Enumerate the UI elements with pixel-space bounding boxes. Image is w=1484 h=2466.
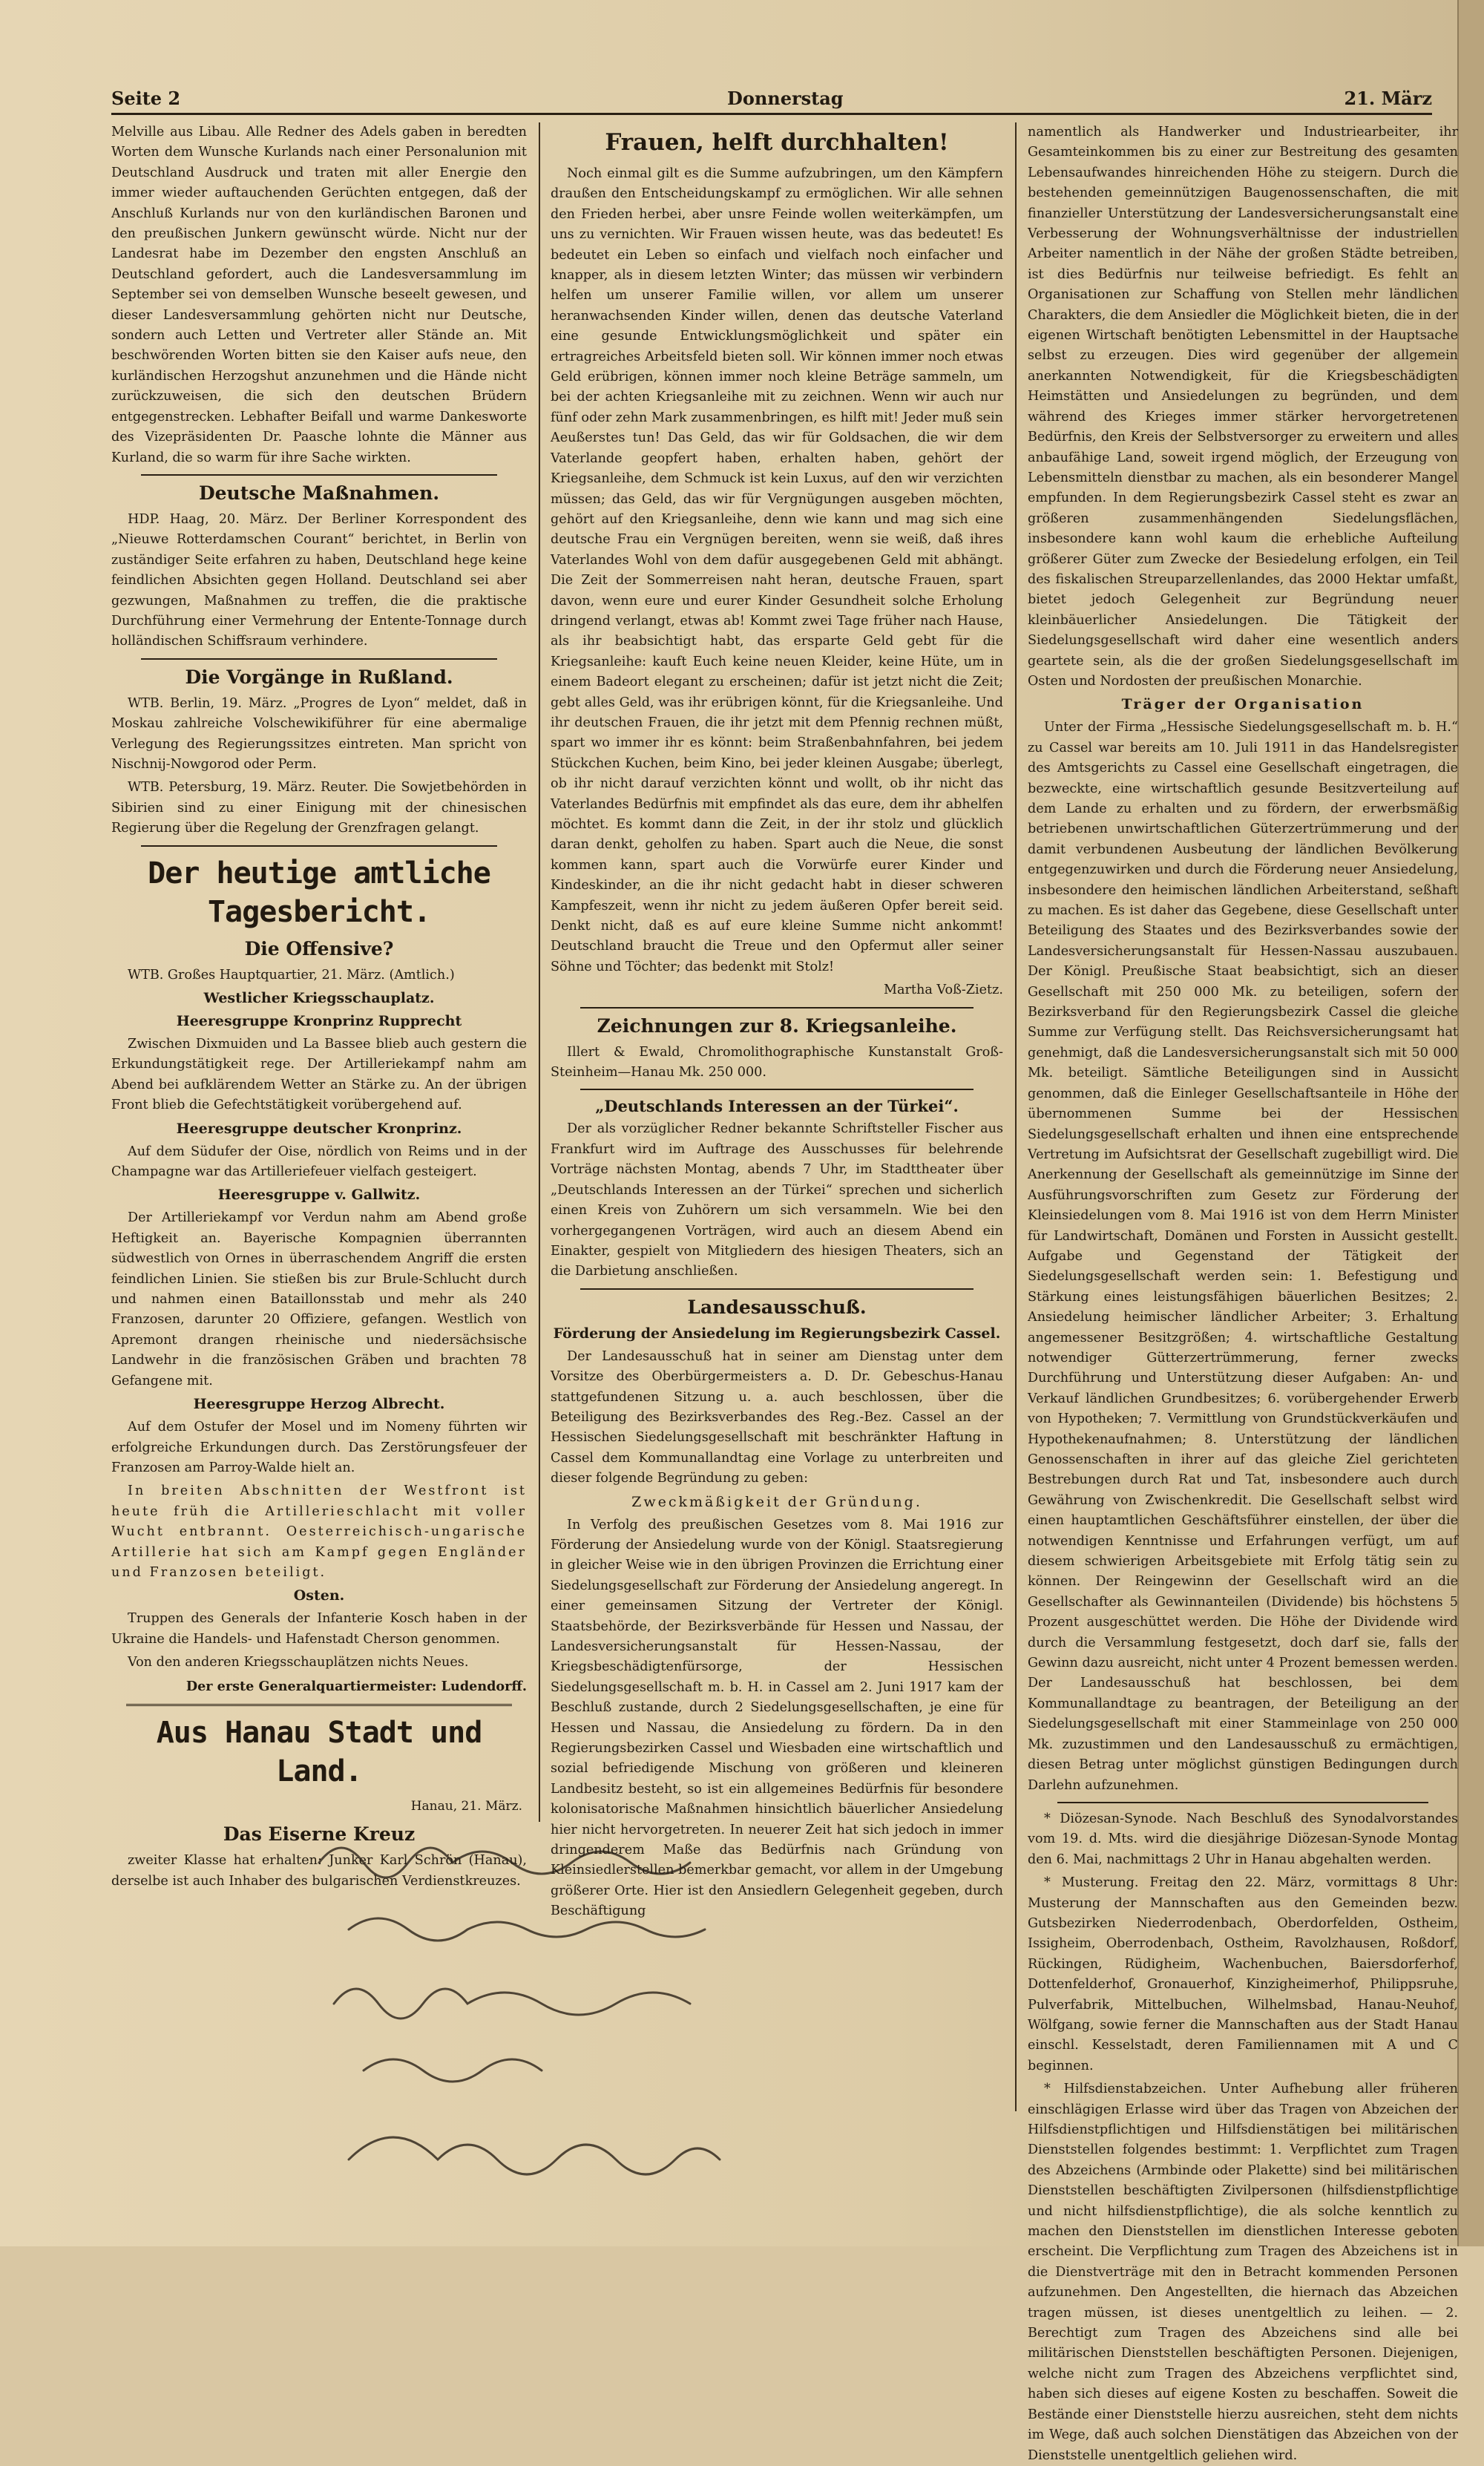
kurland-article: Melville aus Libau. Alle Redner des Adels gaben in beredten Worten dem Wunsche Kurlands nach einer Personalunion mit Deutschland Ausdruck und traten mit aller Energie den immer wieder auftauchenden Gerüchten entgegen, daß der Anschluß Kurlands nur von den kurländischen Baronen und den preußischen Junkern gewünscht würde. Nicht nur der Landesrat habe im Dezember den engsten Anschluß an Deutschland gefordert, auch die Landesversammlung im September sei von demselben Wunsche beseelt gewesen, und dieser Landesversammlung gehörten nicht nur Deutsche, sondern auch Letten und Vertreter aller Stände an. Mit beschwörenden Worten bitten sie den Kaiser aufs neue, den kurländischen Herzogshut anzunehmen und die Hände nicht zurückzuweisen, die sich den deutschen Brüdern entgegenstrecken. Lebhafter Beifall und warme Dankesworte des Vizepräsidenten Dr. Paasche lohnte die Männer aus Kurland, die so warm für ihre Sache wirkten. [111,125,527,465]
divider [580,1089,974,1090]
kronprinz-text: Auf dem Südufer der Oise, nördlich von Reims und in der Champagne war das Artilleriefeuer vielfach gesteigert. [111,1144,527,1180]
traeger-text: Unter der Firma „Hessische Siedelungsgesellschaft m. b. H.“ zu Cassel war bereits am 10. Juli 1911 in das Handelsregister des Amtsgerichts zu Cassel eine Gesellschaft eingetragen, die bezweckte, eine wirtschaftlich gesunde Besitzverteilung auf dem Lande zu erhalten und zu fördern, der erwerbsmäßig betriebenen unwirtschaftlichen Güterzertrümmerung und der damit verbundenen Ausbeutung der ländlichen Bevölkerung entgegenzuwirken und durch die Förderung neuer Ansiedelung, insbesondere den heimischen ländlichen Arbeiterstand, seßhaft zu machen. Es ist daher das Gegebene, diese Gesellschaft unter Beteiligung des Staates und des Bezirksverbandes sowie der Landesversicherungsanstalt für Hessen-Nassau auszubauen. Der Königl. Preußische Staat beabsichtigt, sich an dieser Gesellschaft mit 250 000 Mk. zu beteiligen, sofern der Bezirksverband für den Regierungsbezirk Cassel die gleiche Summe zur Verfügung stellt. Das Reichsversicherungsamt hat genehmigt, daß die Landesversicherungsanstalt sich mit 50 000 Mk. beteiligt. Sämtliche Beteiligungen sind in Aussicht genommen, daß die Einleger Gesellschaftsanteile in Höhe der übernommenen Summe bei der Hessischen Siedelungsgesellschaft erhalten und ihnen eine entsprechende Vertretung im Aufsichtsrat der Gesellschaft zugebilligt wird. Die Anerkennung der Gesellschaft als gemeinnützige im Sinne der Ausführungsvorschriften zum Gesetz zur Förderung der Kleinsiedelungen vom 8. Mai 1916 ist von dem Herrn Minister für Landwirtschaft, Domänen und Forsten in Aussicht gestellt. Aufgabe und Gegenstand der Tätigkeit der Siedelungsgesellschaft werden sein: 1. Befestigung und Stärkung eines leistungsfähigen bäuerlichen Besitzes; 2. Ansiedelung heimischer ländlicher Arbeiter; 3. Erhaltung angemessener Besitzgrößen; 4. wirtschaftliche Gestaltung notwendiger Gütterzertrümmerung, ferner zwecks Durchführung und Unterstützung dieser Aufgaben: An- und Verkauf ländlichen Grundbesitzes; 6. vorübergehender Erwerb von Hypotheken; 7. Vermittlung von Grundstückverkäufen und Hypothekenaufnahmen; 8. Unterstützung der ländlichen Genossenschaften in ihrer auf das gleiche Ziel gerichteten Bestrebungen durch Rat und Tat, insbesondere auch durch Gewährung von Zwischenkredit. Die Gesellschaft selbst wird einen hauptamtlichen Geschäftsführer einstellen, der über die notwendigen Kenntnisse und Erfahrungen verfügt, um auf diesem schwierigen Arbeitsgebiete mit Erfolg tätig sein zu können. Der Reingewinn der Gesellschaft wird an die Gesellschafter als Gewinnanteilen (Dividende) bis höchstens 5 Prozent ausgeschüttet werden. Die Höhe der Dividende wird durch die Versammlung festgesetzt, doch darf sie, falls der Gewinn dazu ausreicht, nicht unter 4 Prozent bemessen werden. Der Landesausschuß hat beschlossen, bei dem Kommunallandtage zu beantragen, der Beteiligung an der Siedelungsgesellschaft mit einer Stammeinlage von 250 000 Mk. zuzustimmen und den Landesausschuß zu ermächtigen, diesen Betrag unter möglichst günstigen Bedingungen durch Darlehn aufzunehmen. [1028,720,1458,1793]
column-rule-2 [1015,122,1017,2111]
kreuz-headline: Das Eiserne Kreuz [223,1823,416,1846]
massnahmen-headline: Deutsche Maßnahmen. [198,482,440,504]
zweck-subhead: Zweckmäßigkeit der Gründung. [631,1493,922,1510]
column-3 [1028,122,1458,2463]
kronprinz-subhead: Heeresgruppe deutscher Kronprinz. [176,1120,462,1137]
andere-text: Von den anderen Kriegsschauplätzen nichts Neues. [128,1655,469,1670]
divider [126,1704,512,1706]
page-number: Seite 2 [111,88,181,109]
westfront-text: In breiten Abschnitten der Westfront ist heute früh die Artillerieschlacht mit voller Wucht entbrannt. Oesterreichisch-ungarische Artillerie hat sich am Kampf gegen Engländer und Franzosen beteiligt. [111,1483,527,1580]
kreuz-text: zweiter Klasse hat erhalten: Junker Karl Schrön (Hanau), derselbe ist auch Inhaber des bulgarischen Verdienstkreuzes. [111,1853,527,1889]
russland-report-2: WTB. Petersburg, 19. März. Reuter. Die Sowjetbehörden in Sibirien sind zu einer Einigung mit der chinesischen Regierung über die Regelung der Grenzfragen gelangt. [111,780,527,836]
albrecht-subhead: Heeresgruppe Herzog Albrecht. [193,1396,445,1413]
divider [141,658,497,660]
column-2 [551,122,1003,1919]
issue-date: 21. März [1344,88,1432,109]
tuerkei-headline: „Deutschlands Interessen an der Türkei“. [595,1097,959,1116]
gallwitz-text: Der Artilleriekampf vor Verdun nahm am Abend große Heftigkeit an. Bayerische Kompagnien überrannten südwestlich von Ornes in überraschendem Angriff die ersten feindlichen Linien. Sie stießen bis zur Brule-Schlucht durch und nahmen einen Bataillonsstab und mehr als 240 Franzosen, darunter 20 Offiziere, gefangen. Westlich von Apremont drangen rheinische und niedersächsische Landwehr in die französischen Gräben und brachten 78 Gefangene mit. [111,1210,527,1388]
handwritten-signature [304,1818,868,2204]
signature-line-3 [334,1989,690,2019]
signature-line-4 [364,2059,542,2082]
adjacent-page-edge [1457,0,1484,2246]
signature-line-5 [349,2137,720,2174]
zeichnungen-text: Illert & Ewald, Chromolithographische Kunstanstalt Groß-Steinheim—Hanau Mk. 250 000. [551,1044,1003,1080]
divider [141,845,497,847]
landes-headline: Landesausschuß. [687,1296,867,1318]
landes-text-2: In Verfolg des preußischen Gesetzes vom 8. Mai 1916 zur Förderung der Ansiedelung wurde von der Königl. Staatsregierung in gleicher Weise wie in den übrigen Provinzen die Errichtung einer Siedelungsgesellschaft zur Förderung der Ansiedelung angeregt. In einer gemeinsamen Sitzung der Vertreter der Königl. Staatsbehörde, der Bezirksverbände für Hessen und Nassau, der Landesversicherungsanstalt für Hessen-Nassau, der Kriegsbeschädigtenfürsorge, der Hessischen Siedelungsgesellschaft m. b. H. in Cassel am 2. Juni 1917 kam der Beschluß zustande, durch 2 Siedelungsgesellschaften, je eine für Hessen und Nassau, die Ansiedelung zu fördern. Da in den Regierungsbezirken Cassel und Wiesbaden eine wirtschaftlich und sozial befriedigende Mischung von größeren und kleineren Landbesitz besteht, so ist ein allgemeines Bedürfnis für besondere kolonisatorische Maßnahmen hinsichtlich bäuerlicher Ansiedelung hier nicht hervorgetreten. In neuerer Zeit hat sich jedoch in immer dringenderem Maße das Bedürfnis nach Gründung von Kleinsiedlerstellen bemerkbar gemacht, vor allem in der Umgebung größerer Orte. Hier ist den Ansiedlern Gelegenheit gegeben, durch Beschäftigung [551,1517,1003,1919]
frauen-author: Martha Voß-Zietz. [884,983,1003,998]
weekday: Donnerstag [727,88,844,109]
ludendorff-signature: Der erste Generalquartiermeister: Ludendorff. [186,1678,527,1694]
column-rule-1 [539,122,540,1822]
offensive-headline: Die Offensive? [244,937,394,960]
rupprecht-subhead: Heeresgruppe Kronprinz Rupprecht [176,1013,462,1029]
siedelung-continuation: namentlich als Handwerker und Industriearbeiter, ihr Gesamteinkommen bis zu einer zur Bestreitung des gesamten Lebensaufwandes hinreichenden Höhe zu steigern. Durch die bestehenden gemeinnützigen Baugenossenschaften, die mit finanzieller Unterstützung der Landesversicherungsanstalt eine Verbesserung der Wohnungsverhältnisse der industriellen Arbeiter namentlich in der Nähe der großen Städte betreiben, ist dies Bedürfnis nur teilweise befriedigt. Es fehlt an Organisationen zur Schaffung von Stellen mehr ländlichen Charakters, die dem Ansiedler die Möglichkeit bieten, die in der eigenen Wirtschaft benötigten Lebensmittel in der Hauptsache selbst zu erzeugen. Dies wird gegenüber der allgemein anerkannten Notwendigkeit, für die Kriegsbeschädigten Heimstätten und Ansiedelungen zu begründen, und dem während des Krieges immer stärker hervorgetretenen Bedürfnis, den Kreis der Selbstversorger zu erweitern und alles anbaufähige Land, soweit irgend möglich, der Erzeugung von Lebensmitteln dienstbar zu machen, als ein besonderer Mangel empfunden. In dem Regierungsbezirk Cassel steht es zwar an größeren zusammenhängenden Siedelungsflächen, insbesondere kann wohl kaum die erhebliche Aufteilung größerer Güter zum Zwecke der Besiedelung erfolgen, ein Teil des fiskalischen Streuparzellenlandes, das 2000 Hektar umfaßt, bietet jedoch Gelegenheit zur Begründung neuer kleinbäuerlicher Ansiedelungen. Die Tätigkeit der Siedelungsgesellschaft wird daher eine wesentlich anders geartete sein, als die der großen Siedelungsgesellschaft im Osten und Nordosten der preußischen Monarchie. [1028,125,1458,689]
russland-report-1: WTB. Berlin, 19. März. „Progres de Lyon“ meldet, daß in Moskau zahlreiche Volschewikiführer für eine abermalige Verlegung des Regierungssitzes eintreten. Man spricht von Nischnij-Nowgorod oder Perm. [111,695,527,772]
massnahmen-article: HDP. Haag, 20. März. Der Berliner Korrespondent des „Nieuwe Rotterdamschen Courant“ berichtet, in Berlin von zuständiger Seite erfahren zu haben, Deutschland hege keine feindlichen Absichten gegen Holland. Deutschland sei aber gezwungen, Maßnahmen zu treffen, die die praktische Durchführung einer Vermehrung der Entente-Tonnage durch holländischen Schiffsraum verhindere. [111,511,527,649]
page-header [111,83,1432,115]
gallwitz-subhead: Heeresgruppe v. Gallwitz. [217,1187,421,1204]
hilfsdienst-note: * Hilfsdienstabzeichen. Unter Aufhebung aller früheren einschlägigen Erlasse wird über das Tragen von Abzeichen der Hilfsdienstpflichtigen und Hilfsdienstätigen bei militärischen Dienststellen folgendes bestimmt: 1. Verpflichtet zum Tragen des Abzeichens (Armbinde oder Plakette) sind bei militärischen Dienststellen beschäftigten Zivilpersonen (hilfsdienstpflichtige und nicht hilfsdienstpflichtige), die als solche kenntlich zu machen den Dienststellen im dienstlichen Interesse geboten erscheint. Die Verpflichtung zum Tragen des Abzeichens ist in die Dienstverträge mit den in Betracht kommenden Personen aufzunehmen. Den Angestellten, die hiernach das Abzeichen tragen müssen, ist dieses unentgeltlich zu leihen. — 2. Berechtigt zum Tragen des Abzeichens sind alle bei militärischen Dienststellen beschäftigten Personen. Diejenigen, welche nicht zum Tragen des Abzeichens verpflichtet sind, haben sich dieses auf eigene Kosten zu beschaffen. Soweit die Bestände einer Dienststelle hierzu ausreichen, steht dem nichts im Wege, daß auch solchen Dienstätigen das Abzeichen von der Dienststelle unentgeltlich geliehen wird. [1028,2082,1458,2463]
frauen-headline: Frauen, helft durchhalten! [605,129,949,156]
traeger-subhead: Träger der Organisation [1121,696,1365,713]
tuerkei-text: Der als vorzüglicher Redner bekannte Schriftsteller Fischer aus Frankfurt wird im Auftrage des Ausschusses für belehrende Vorträge nächsten Montag, abends 7 Uhr, im Stadttheater über „Deutschlands Interessen an der Türkei“ sprechen und sicherlich einen Kreis von Zuhörern um sich versammeln. Wie bei den vorhergegangenen Vorträgen, wird auch an diesem Abend ein Einakter, gespielt von Mitgliedern des hiesigen Theaters, sich an die Darbietung anschließen. [551,1121,1003,1279]
landes-text-1: Der Landesausschuß hat in seiner am Dienstag unter dem Vorsitze des Oberbürgermeisters a. D. Dr. Gebeschus-Hanau stattgefundenen Sitzung u. a. auch beschlossen, über die Beteiligung des Bezirksverbandes des Reg.-Bez. Cassel an der Hessischen Siedelungsgesellschaft mit beschränkter Haftung in Cassel dem Kommunallandtag eine Vorlage zu unterbreiten und dieser folgende Begründung zu geben: [551,1348,1003,1486]
dioezesan-note: * Diözesan-Synode. Nach Beschluß des Synodalvorstandes vom 19. d. Mts. wird die diesjährige Diözesan-Synode Montag den 6. Mai, nachmittags 2 Uhr in Hanau abgehalten werden. [1028,1811,1458,1867]
zeichnungen-headline: Zeichnungen zur 8. Kriegsanleihe. [597,1014,957,1037]
russland-headline: Die Vorgänge in Rußland. [185,666,453,688]
column-1 [111,122,527,1889]
foerderung-subhead: Förderung der Ansiedelung im Regierungsbezirk Cassel. [553,1325,1001,1342]
divider [580,1288,974,1290]
west-subhead: Westlicher Kriegsschauplatz. [203,990,435,1006]
bericht-dateline: WTB. Großes Hauptquartier, 21. März. (Amtlich.) [128,967,455,983]
hanau-headline: Aus Hanau Stadt und Land. [156,1715,482,1788]
hanau-dateline: Hanau, 21. März. [410,1798,522,1814]
signature-line-1 [319,1848,690,1878]
divider [1057,1802,1428,1803]
osten-text: Truppen des Generals der Infanterie Kosch haben in der Ukraine die Handels- und Hafenstadt Cherson genommen. [111,1611,527,1647]
tagesbericht-headline: Der heutige amtliche Tagesbericht. [148,856,490,929]
divider [141,474,497,476]
rupprecht-text: Zwischen Dixmuiden und La Bassee blieb auch gestern die Erkundungstätigkeit rege. Der Artilleriekampf nahm am Abend bei aufklärendem Wetter an Stärke zu. An der übrigen Front blieb die Gefechtstätigkeit vorübergehend auf. [111,1037,527,1113]
albrecht-text: Auf dem Ostufer der Mosel und im Nomeny führten wir erfolgreiche Erkundungen durch. Das Zerstörungsfeuer der Franzosen am Parroy-Walde hielt an. [111,1420,527,1475]
divider [580,1007,974,1009]
signature-line-2 [349,1918,705,1941]
frauen-article: Noch einmal gilt es die Summe aufzubringen, um den Kämpfern draußen den Entscheidungskampf zu ermöglichen. Wir alle sehnen den Frieden herbei, aber unsre Feinde wollen weiterkämpfen, um uns zu vernichten. Wir Frauen wissen heute, was das bedeutet! Es bedeutet ein Leben so einfach und vielfach noch einfacher und knapper, als in diesem letzten Winter; das müssen wir verbindern helfen um unserer Familie willen, vor allem um unserer heranwachsenden Kinder willen, denen das deutsche Vaterland eine gesunde Entwicklungsmöglichkeit und später ein ertragreiches Arbeitsfeld bieten soll. Wir können immer noch etwas Geld erübrigen, können immer noch kleine Beträge sammeln, um bei der achten Kriegsanleihe mit zu zeichnen. Wenn wir auch nur fünf oder zehn Mark zusammenbringen, es hilft mit! Jeder muß sein Aeußerstes tun! Das Geld, das wir für Goldsachen, die wir dem Vaterlande geopfert haben, erhalten haben, gehört der Kriegsanleihe, dem Schmuck ist kein Luxus, auf den wir verzichten müssen; das Geld, das wir für Vergnügungen ausgeben möchten, gehört auf den Kriegsanleihe, denn wie kann und mag sich eine deutsche Frau ein Vergnügen bereiten, wenn sie weiß, daß ihres Vaterlandes Wohl von dem dafür ausgegebenen Geld mit abhängt. Die Zeit der Sommerreisen naht heran, deutsche Frauen, spart davon, wenn eure und eurer Kinder Gesundheit solche Erholung dringend verlangt, etwas ab! Kommt zwei Tage früher nach Hause, als ihr beabsichtigt habt, das erspartе Geld gebt für die Kriegsanleihe: kauft Euch keine neuen Kleider, keine Hüte, um in einem Badeort elegant zu erscheinen; dafür ist jetzt nicht die Zeit; gebt alles Geld, was ihr erübrigen könnt, für die Kriegsanleihe. Und ihr deutschen Frauen, die ihr jetzt mit dem Pfennig rechnen müßt, spart wo immer ihr es könnt: beim Straßenbahnfahren, bei jedem Stückchen Kuchen, beim Kino, bei jeder kleinen Ausgabe; überlegt, ob ihr nicht darauf verzichten könnt und wollt, ob ihr nicht das Vaterlandes Bedürfnis mit empfindet als das eure, dem ihr abhelfen möchtet. Es kommt dann die Zeit, in der ihr stolz und glücklich daran denkt, geholfen zu haben. Spart auch die Neue, die sonst kommen kann, spart auch die Vorwürfe eurer Kinder und Kindeskinder, an die ihr nicht gedacht habt in dieser schweren Kampfeszeit, wenn ihr nicht zu jedem äußeren Opfer bereit seid. Denkt nicht, daß es auf eure kleine Summe nicht ankommt! Deutschland braucht die Treue und den Opfermut aller seiner Söhne und Töchter; das bedenkt mit Stolz! [551,166,1003,974]
musterung-note: * Musterung. Freitag den 22. März, vormittags 8 Uhr: Musterung der Mannschaften aus den Gemeinden bezw. Gutsbezirken Niederrodenbach, Oberdorfelden, Ostheim, Issigheim, Oberrodenbach, Ostheim, Ravolzhausen, Roßdorf, Rückingen, Rüdigheim, Wachenbuchen, Baiersdorferhof, Dottenfelderhof, Gronauerhof, Kinzigheimerhof, Philippsruhe, Pulverfabrik, Mittelbuchen, Wilhelmsbad, Hanau-Neuhof, Wölfgang, sowie ferner die Mannschaften aus der Stadt Hanau einschl. Kesselstadt, deren Familiennamen mit A und C beginnen. [1028,1875,1458,2073]
osten-subhead: Osten. [293,1587,345,1604]
